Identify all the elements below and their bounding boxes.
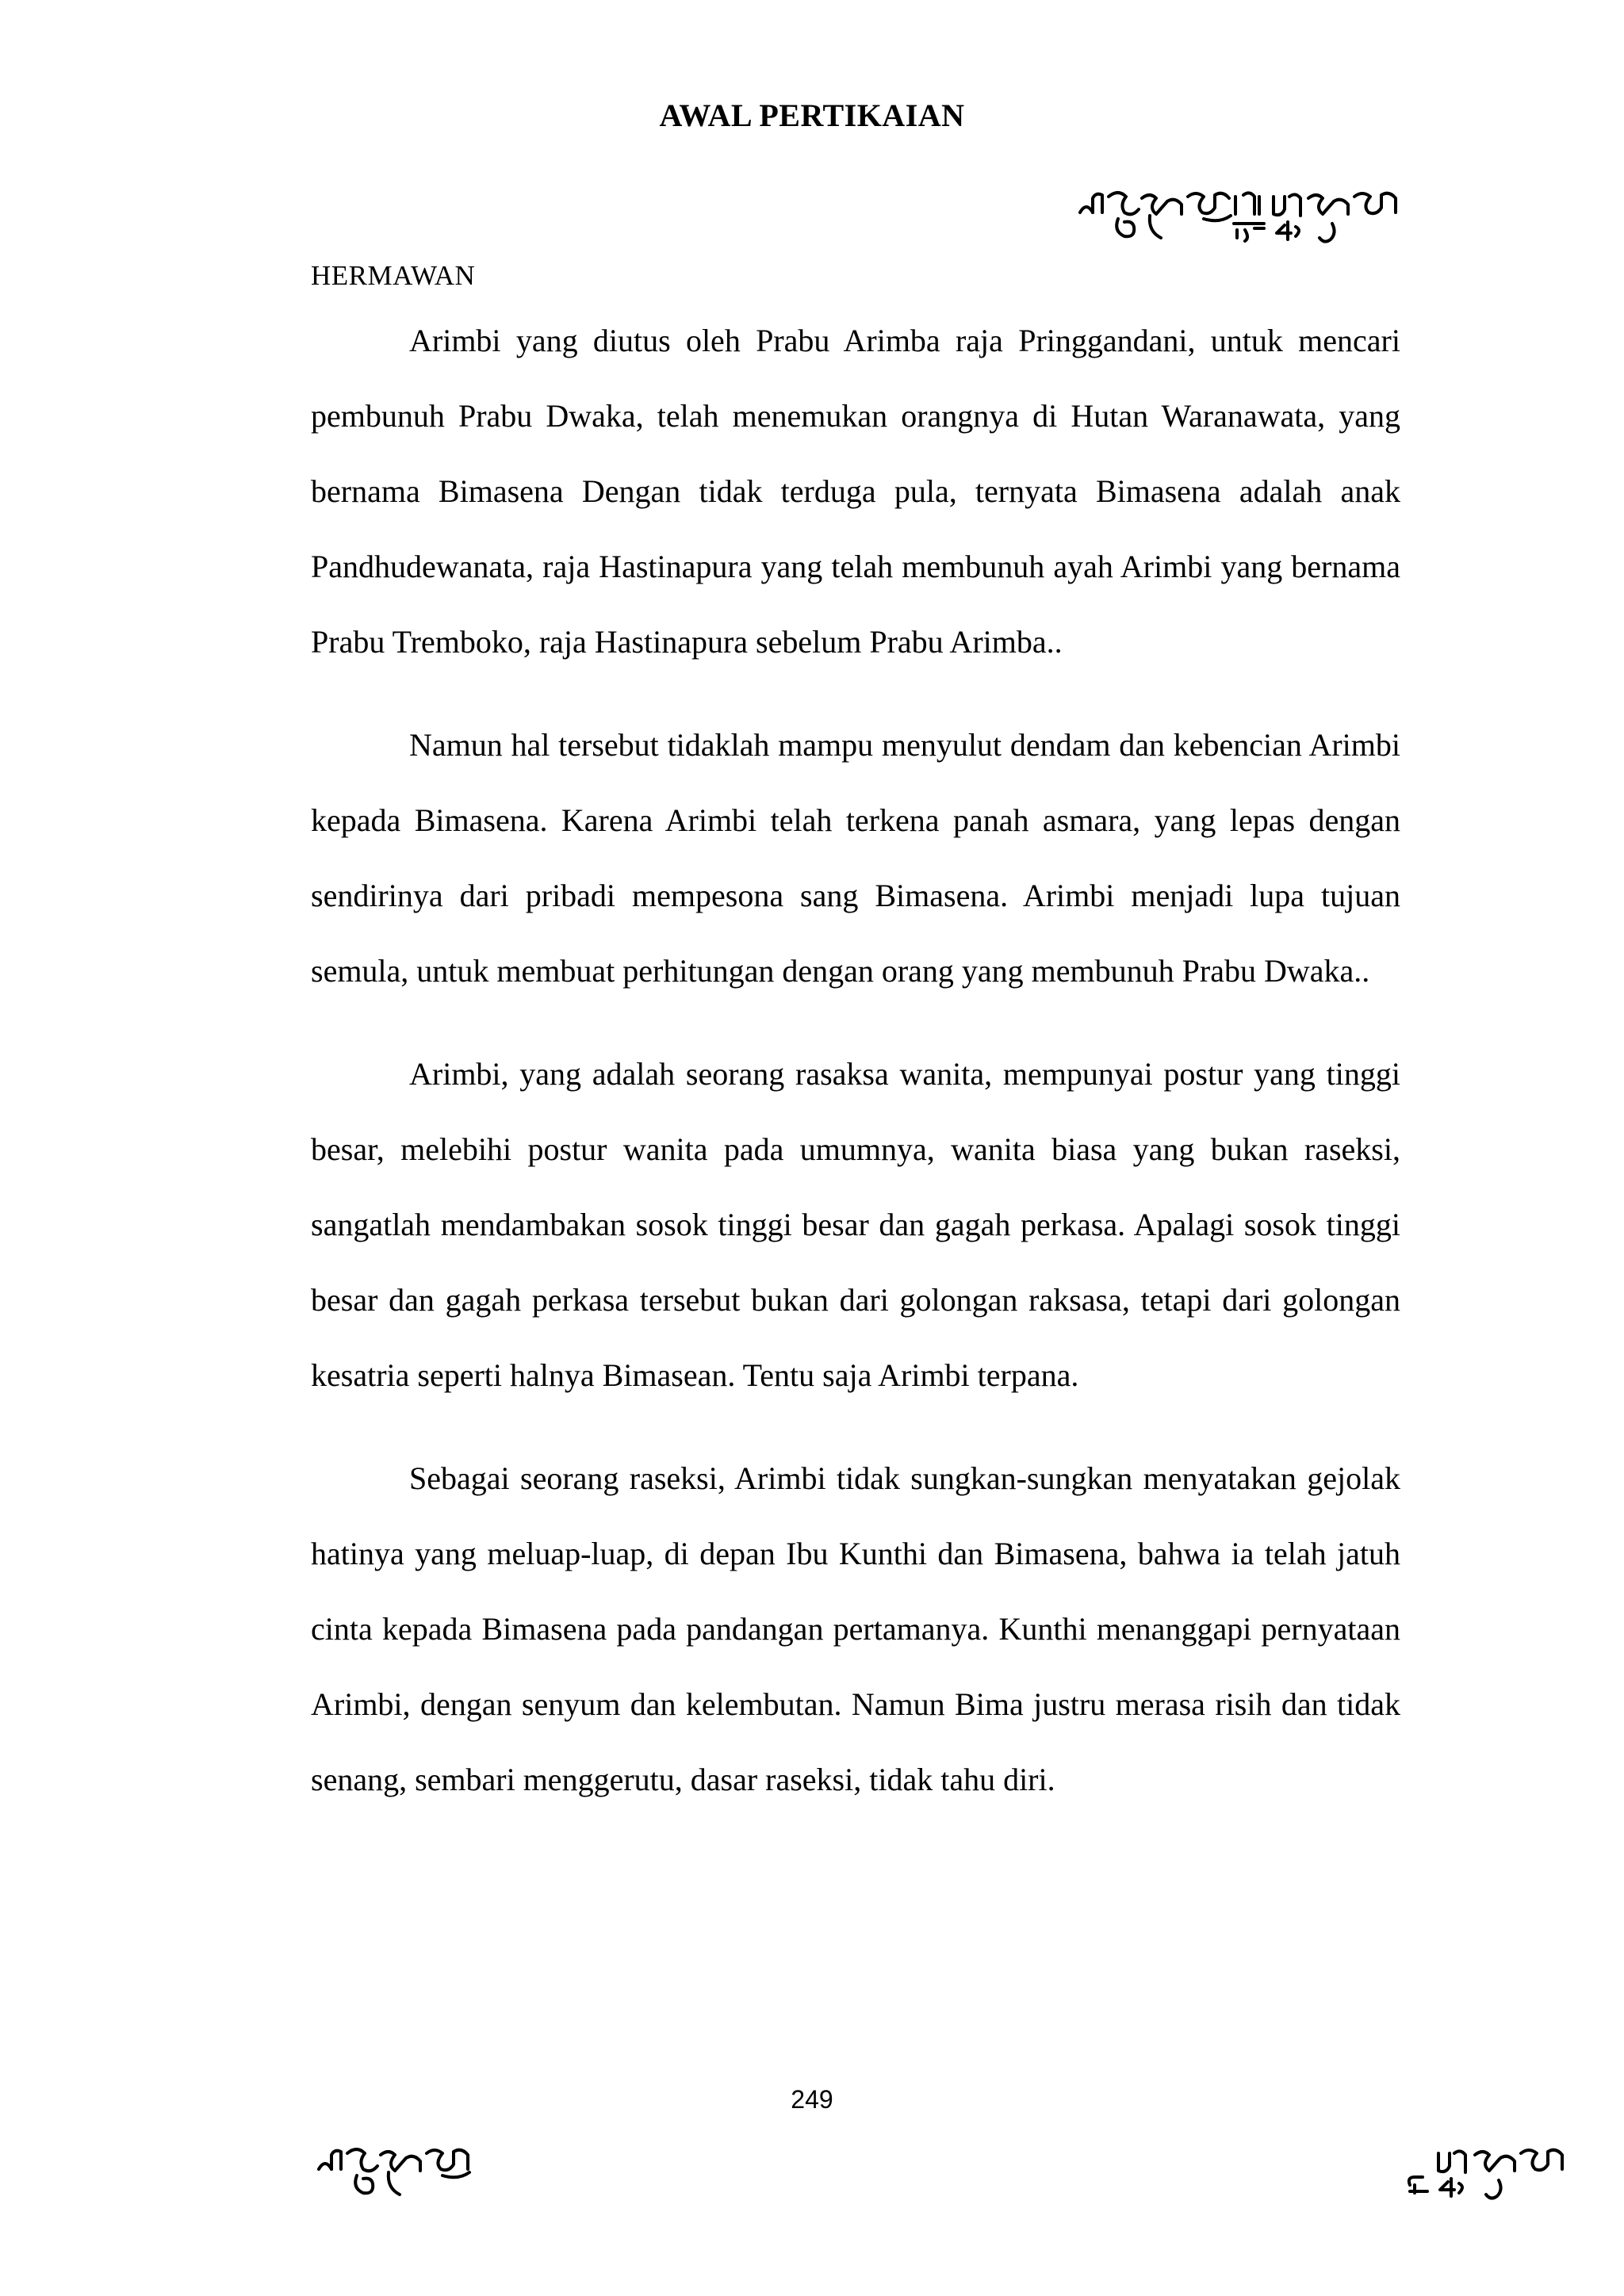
paragraph: Sebagai seorang raseksi, Arimbi tidak sungkan-sungkan menyatakan gejolak hatinya yang meluap-luap, di depan Ibu Kunthi dan Bimasena, bahwa ia telah jatuh cinta kepada Bimasena pada pandangan pertamanya. Kunthi menanggapi pernyataan Arimbi, dengan senyum dan kelembutan. Namun Bima justru merasa risih dan tidak senang, sembari menggerutu, dasar raseksi, tidak tahu diri. — [311, 1460, 1400, 1797]
article-body — [311, 303, 1400, 1845]
header-javanese-script-icon — [1077, 184, 1410, 255]
page-number: 249 — [791, 2085, 833, 2114]
paragraph: Arimbi, yang adalah seorang rasaksa wanita, mempunyai postur yang tinggi besar, melebihi postur wanita pada umumnya, wanita biasa yang bukan raseksi, sangatlah mendambakan sosok tinggi besar dan gagah perkasa. Apalagi sosok tinggi besar dan gagah perkasa tersebut bukan dari golongan raksasa, tetapi dari golongan kesatria seperti halnya Bimasean. Tentu saja Arimbi terpana. — [311, 1056, 1400, 1393]
footer-right-javanese-script-icon — [1404, 2141, 1570, 2212]
paragraph: Namun hal tersebut tidaklah mampu menyulut dendam dan kebencian Arimbi kepada Bimasena. Karena Arimbi telah terkena panah asmara, yang lepas dengan sendirinya dari pribadi mempesona sang Bimasena. Arimbi menjadi lupa tujuan semula, untuk membuat perhitungan dengan orang yang membunuh Prabu Dwaka.. — [311, 727, 1400, 989]
javanese-script-icon — [1404, 2141, 1570, 2212]
author-name: HERMAWAN — [311, 260, 476, 291]
javanese-script-icon — [316, 2141, 506, 2212]
paragraph: Arimbi yang diutus oleh Prabu Arimba raja Pringgandani, untuk mencari pembunuh Prabu Dwaka, telah menemukan orangnya di Hutan Waranawata, yang bernama Bimasena Dengan tidak terduga pula, ternyata Bimasena adalah anak Pandhudewanata, raja Hastinapura yang telah membunuh ayah Arimbi yang bernama Prabu Tremboko, raja Hastinapura sebelum Prabu Arimba.. — [311, 323, 1400, 660]
footer-left-javanese-script-icon — [316, 2141, 506, 2212]
page-title: AWAL PERTIKAIAN — [659, 98, 965, 133]
javanese-script-icon — [1077, 184, 1410, 255]
